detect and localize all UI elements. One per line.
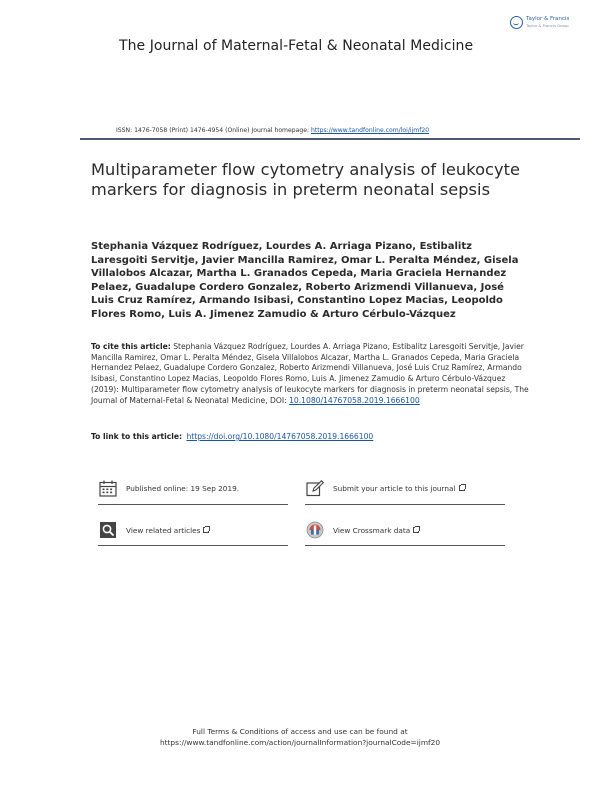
terms-footer-line-1: Full Terms & Conditions of access and use can be found at: [192, 727, 408, 736]
citation-text: Stephania Vázquez Rodríguez, Lourdes A. Arriaga Pizano, Estibalitz Laresgoiti Servitje, Javier Mancilla Ramirez, Omar L. Peralta Méndez, Gisela Villalobos Alcazar, Martha L. Granados Cepeda, Maria Graciela Hernandez Pelaez, Guadalupe Cordero Gonzalez, Roberto Arizmendi Villanueva, José Luis Cruz Ramírez, Armando Isibasi, Constantino Lopez Macias, Leopoldo Flores Romo, Luis A. Jimenez Zamudio & Arturo Cérbulo-Vázquez (2019): Multiparameter flow cytometry analysis of leukocyte markers for diagnosis in preterm neonatal sepsis, The Journal of Maternal-Fetal & Neonatal Medicine, DOI:: [91, 342, 529, 405]
article-link-line: [91, 432, 373, 441]
citation-block: [91, 342, 531, 406]
citation-label: To cite this article:: [91, 342, 171, 351]
publisher-logo: [510, 16, 569, 29]
journal-title: The Journal of Maternal-Fetal & Neonatal Medicine: [119, 38, 474, 54]
author-list: Stephania Vázquez Rodríguez, Lourdes A. Arriaga Pizano, Estibalitz Laresgoiti Servitje, Javier Mancilla Ramirez, Omar L. Peralta Méndez, Gisela Villalobos Alcazar, Martha L. Granados Cepeda, Maria Graciela Hernandez Pelaez, Guadalupe Cordero Gonzalez, Roberto Arizmendi Villanueva, José Luis Cruz Ramírez, Armando Isibasi, Constantino Lopez Macias, Leopoldo Flores Romo, Luis A. Jimenez Zamudio & Arturo Cérbulo-Vázquez: [91, 241, 519, 320]
citation-doi-link[interactable]: 10.1080/14767058.2019.1666100: [289, 395, 420, 405]
terms-footer-url[interactable]: https://www.tandfonline.com/action/journalInformation?journalCode=ijmf20: [159, 738, 441, 747]
issn-text: ISSN: 1476-7058 (Print) 1476-4954 (Online) Journal homepage:: [116, 127, 311, 134]
external-link-icon: [203, 527, 209, 533]
action-divider-1: [98, 504, 288, 505]
publisher-logo-subtext: Taylor & Francis Group: [526, 22, 569, 28]
search-document-icon: [98, 521, 118, 539]
publisher-logo-text: Taylor & Francis: [526, 16, 570, 23]
crossmark-link[interactable]: [305, 521, 419, 539]
submit-article-link[interactable]: [305, 479, 465, 497]
taylor-francis-logo-icon: [510, 16, 523, 29]
header-divider: [80, 138, 580, 140]
crossmark-text: View Crossmark data: [333, 525, 411, 535]
crossmark-icon: [305, 521, 325, 539]
article-doi-link[interactable]: https://doi.org/10.1080/14767058.2019.1666100: [186, 432, 374, 441]
action-divider-2: [305, 504, 505, 505]
related-articles-link[interactable]: [98, 521, 209, 539]
action-divider-4: [305, 545, 505, 546]
terms-footer: [0, 726, 600, 748]
article-title: Multiparameter flow cytometry analysis of leukocyte markers for diagnosis in preterm neonatal sepsis: [91, 160, 521, 199]
action-divider-3: [98, 545, 288, 546]
issn-line: [116, 127, 429, 134]
related-articles-text: View related articles: [126, 525, 201, 535]
external-link-icon: [459, 485, 465, 491]
published-online-text: Published online: 19 Sep 2019.: [126, 483, 240, 493]
submit-article-text: Submit your article to this journal: [333, 483, 456, 493]
journal-homepage-link[interactable]: https://www.tandfonline.com/loi/ijmf20: [310, 127, 430, 134]
edit-icon: [305, 479, 325, 497]
published-online-info: [98, 479, 239, 497]
external-link-icon: [413, 527, 419, 533]
calendar-icon: [98, 479, 118, 497]
article-link-label: To link to this article:: [91, 432, 183, 441]
